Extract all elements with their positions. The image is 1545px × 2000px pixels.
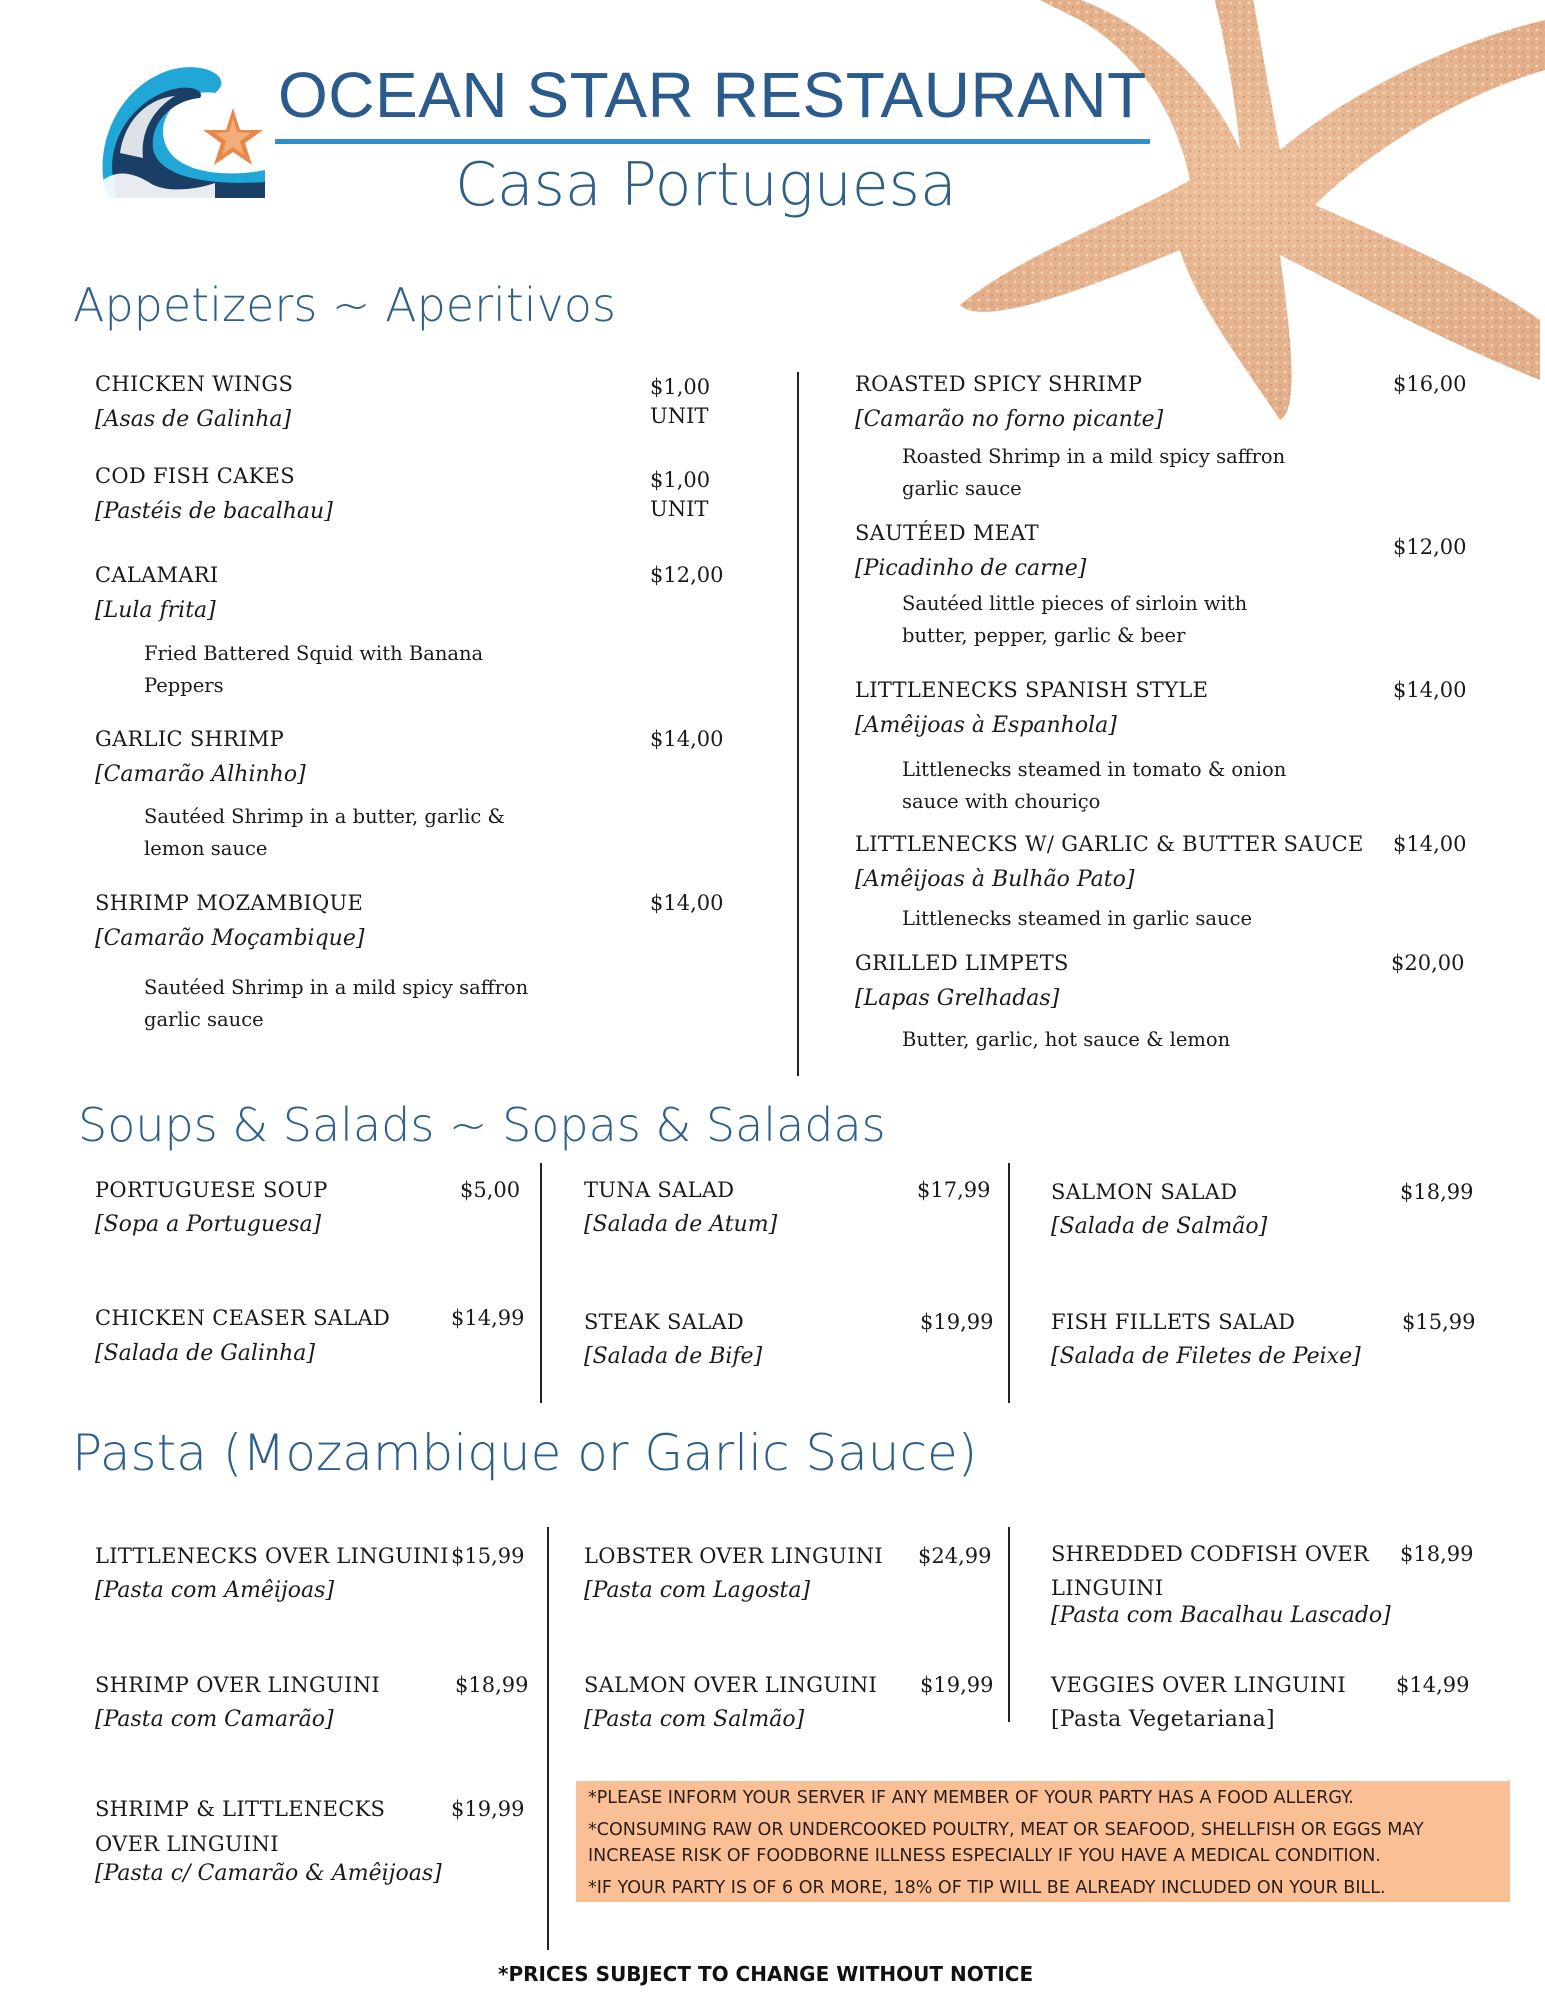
menu-item-price: $14,00 [650, 891, 724, 915]
menu-item-unit: UNIT [650, 404, 709, 428]
menu-item-name: GARLIC SHRIMP [95, 727, 285, 751]
menu-item-name: OVER LINGUINI [95, 1832, 279, 1856]
menu-item-name: SHRIMP MOZAMBIQUE [95, 891, 364, 915]
menu-item-price: $18,99 [1400, 1180, 1474, 1204]
menu-item-name: COD FISH CAKES [95, 464, 295, 488]
menu-item-description: Sautéed Shrimp in a mild spicy saffron garlic sauce [144, 976, 529, 1031]
menu-item-price: $14,99 [1396, 1673, 1470, 1697]
menu-item-portuguese: [Salada de Galinha] [95, 1341, 316, 1366]
menu-item-name: LOBSTER OVER LINGUINI [584, 1544, 883, 1568]
restaurant-title: OCEAN STAR RESTAURANT [278, 59, 1147, 131]
menu-item-portuguese: [Camarão Moçambique] [95, 926, 365, 951]
menu-item-portuguese: [Pasta Vegetariana] [1051, 1707, 1275, 1732]
menu-item-price: $14,00 [1393, 832, 1467, 856]
menu-item-description: Roasted Shrimp in a mild spicy saffron garlic sauce [902, 445, 1286, 500]
notice-gratuity: *IF YOUR PARTY IS OF 6 OR MORE, 18% OF TIP WILL BE ALREADY INCLUDED ON YOUR BILL. [588, 1878, 1386, 1898]
menu-item-portuguese: [Camarão no forno picante] [855, 407, 1164, 432]
menu-item-name: FISH FILLETS SALAD [1051, 1310, 1296, 1334]
menu-item-price: $15,99 [451, 1544, 525, 1568]
menu-item-portuguese: [Sopa a Portuguesa] [95, 1212, 322, 1237]
menu-item-name: LITTLENECKS SPANISH STYLE [855, 678, 1209, 702]
menu-item-price: $24,99 [918, 1544, 992, 1568]
menu-item-price: $5,00 [460, 1178, 521, 1202]
menu-item-portuguese: [Lula frita] [95, 598, 216, 623]
restaurant-subtitle: Casa Portuguesa [455, 150, 957, 220]
pasta-heading: Pasta (Mozambique or Garlic Sauce) [72, 1424, 978, 1482]
price-disclaimer: *PRICES SUBJECT TO CHANGE WITHOUT NOTICE [498, 1962, 1034, 1986]
menu-item-price: $1,00 [650, 468, 711, 492]
menu-item-price: $14,00 [650, 727, 724, 751]
menu-item-price: $14,00 [1393, 678, 1467, 702]
column-divider [547, 1527, 549, 1950]
menu-item-portuguese: [Asas de Galinha] [95, 407, 292, 432]
soups-heading: Soups & Salads ~ Sopas & Saladas [78, 1098, 886, 1152]
menu-item-price: $16,00 [1393, 372, 1467, 396]
menu-item-description: Fried Battered Squid with Banana Peppers [144, 642, 484, 697]
menu-item-name: ROASTED SPICY SHRIMP [855, 372, 1143, 396]
menu-item-price: $19,99 [451, 1797, 525, 1821]
notice-consumption: *CONSUMING RAW OR UNDERCOOKED POULTRY, MEAT OR SEAFOOD, SHELLFISH OR EGGS MAY INCREASE RISK OF FOODBORNE ILLNESS ESPECIALLY IF YOU HAVE A MEDICAL CONDITION. [588, 1820, 1424, 1866]
menu-item-price: $18,99 [1400, 1542, 1474, 1566]
menu-item-price: $14,99 [451, 1306, 525, 1330]
menu-item-name: SALMON SALAD [1051, 1180, 1238, 1204]
allergy-notice [576, 1781, 1510, 1902]
menu-item-price: $12,00 [650, 563, 724, 587]
menu-item-portuguese: [Pasta com Camarão] [95, 1707, 334, 1732]
menu-item-price: $15,99 [1402, 1310, 1476, 1334]
menu-item-unit: UNIT [650, 497, 709, 521]
menu-item-name: SHRIMP OVER LINGUINI [95, 1673, 380, 1697]
menu-item-portuguese: [Amêijoas à Bulhão Pato] [855, 867, 1135, 892]
menu-item-price: $19,99 [920, 1673, 994, 1697]
menu-item-name: CHICKEN CEASER SALAD [95, 1306, 391, 1330]
menu-item-name: TUNA SALAD [584, 1178, 735, 1202]
title-underline [275, 139, 1150, 144]
column-divider [797, 372, 799, 1076]
menu-item-name: GRILLED LIMPETS [855, 951, 1069, 975]
menu-item-name: LITTLENECKS OVER LINGUINI [95, 1544, 449, 1568]
menu-item-description: Sautéed little pieces of sirloin with butter, pepper, garlic & beer [902, 592, 1248, 647]
menu-item-portuguese: [Salada de Salmão] [1051, 1214, 1268, 1239]
menu-item-price: $17,99 [917, 1178, 991, 1202]
menu-item-portuguese: [Picadinho de carne] [855, 556, 1087, 581]
notice-allergy: *PLEASE INFORM YOUR SERVER IF ANY MEMBER OF YOUR PARTY HAS A FOOD ALLERGY. [588, 1788, 1354, 1808]
menu-item-portuguese: [Camarão Alhinho] [95, 762, 306, 787]
menu-item-name: CHICKEN WINGS [95, 372, 294, 396]
menu-item-name: STEAK SALAD [584, 1310, 745, 1334]
menu-item-portuguese: [Pastéis de bacalhau] [95, 499, 333, 524]
menu-item-name: CALAMARI [95, 563, 219, 587]
menu-item-description: Littlenecks steamed in tomato & onion sauce with chouriço [902, 758, 1287, 813]
column-divider [1008, 1163, 1010, 1403]
menu-item-portuguese: [Pasta com Amêijoas] [95, 1578, 335, 1603]
column-divider [540, 1163, 542, 1403]
menu-item-name: LITTLENECKS W/ GARLIC & BUTTER SAUCE [855, 832, 1364, 856]
menu-item-name: SALMON OVER LINGUINI [584, 1673, 878, 1697]
menu-item-price: $18,99 [455, 1673, 529, 1697]
menu-item-portuguese: [Pasta com Lagosta] [584, 1578, 811, 1603]
menu-item-name: SHREDDED CODFISH OVER [1051, 1542, 1370, 1566]
menu-item-portuguese: [Pasta com Salmão] [584, 1707, 805, 1732]
menu-item-name: SAUTÉED MEAT [855, 521, 1039, 545]
menu-item-description: Littlenecks steamed in garlic sauce [902, 907, 1253, 930]
menu-item-portuguese: [Lapas Grelhadas] [855, 986, 1060, 1011]
menu-item-name: SHRIMP & LITTLENECKS [95, 1797, 386, 1821]
menu-item-portuguese: [Amêijoas à Espanhola] [855, 713, 1117, 738]
wave-starfish-icon [95, 58, 270, 203]
menu-item-description: Sautéed Shrimp in a butter, garlic & lemon sauce [144, 805, 505, 860]
menu-item-portuguese: [Pasta c/ Camarão & Amêijoas] [95, 1861, 442, 1886]
column-divider [1008, 1527, 1010, 1722]
menu-item-price: $20,00 [1391, 951, 1465, 975]
menu-item-name: LINGUINI [1051, 1576, 1164, 1600]
menu-item-portuguese: [Pasta com Bacalhau Lascado] [1051, 1603, 1391, 1628]
menu-item-price: $19,99 [920, 1310, 994, 1334]
menu-item-name: VEGGIES OVER LINGUINI [1051, 1673, 1346, 1697]
menu-item-description: Butter, garlic, hot sauce & lemon [902, 1028, 1231, 1051]
menu-item-portuguese: [Salada de Atum] [584, 1212, 778, 1237]
menu-item-portuguese: [Salada de Filetes de Peixe] [1051, 1344, 1361, 1369]
appetizers-heading: Appetizers ~ Aperitivos [73, 278, 616, 332]
menu-item-name: PORTUGUESE SOUP [95, 1178, 328, 1202]
menu-item-price: $1,00 [650, 375, 711, 399]
menu-item-portuguese: [Salada de Bife] [584, 1344, 763, 1369]
menu-item-price: $12,00 [1393, 535, 1467, 559]
